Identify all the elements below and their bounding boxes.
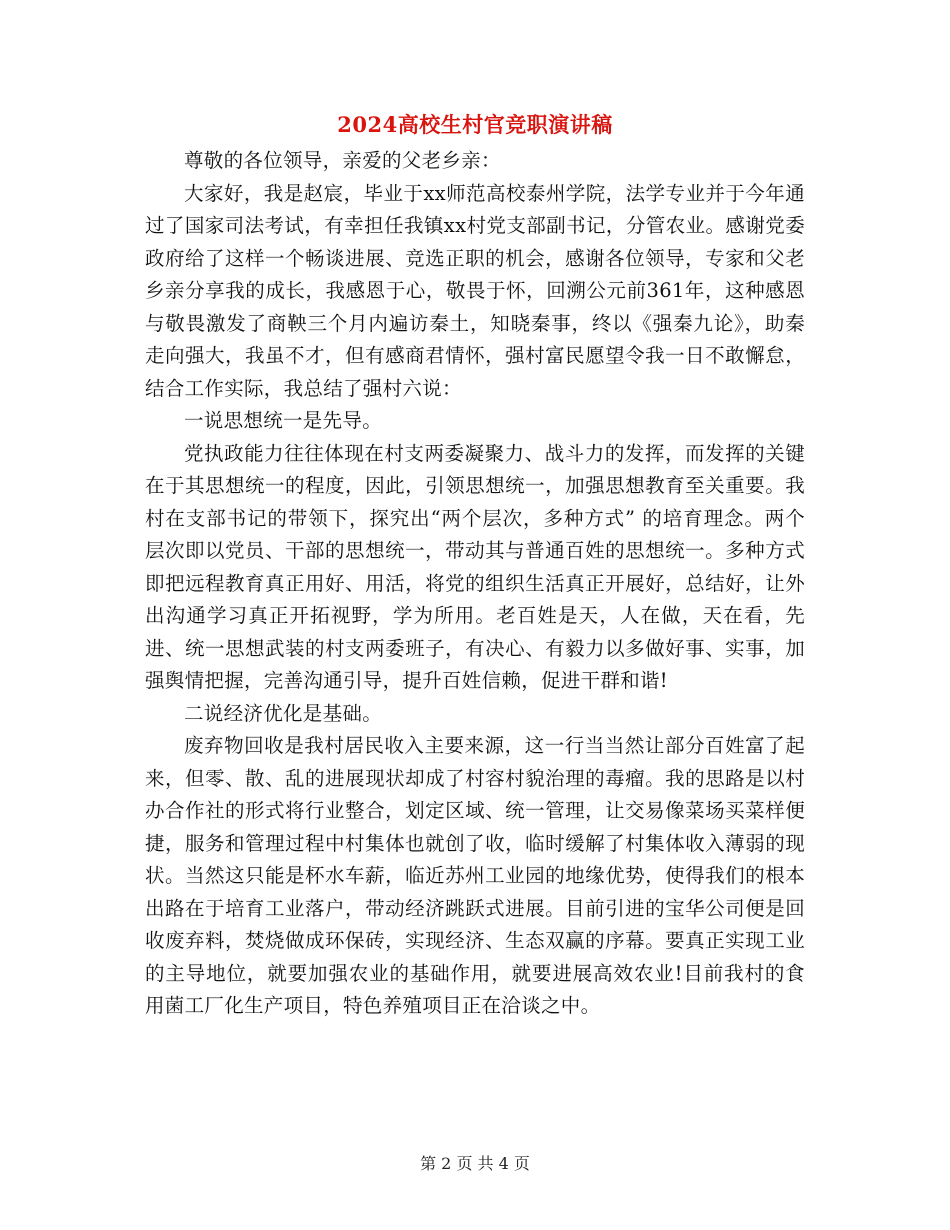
section-heading-2: 二说经济优化是基础。: [184, 701, 383, 725]
document-title: 2024高校生村官竞职演讲稿: [337, 112, 613, 137]
section-heading-1: 一说思想统一是先导。: [184, 409, 383, 432]
page-number-footer: 第 2 页 共 4 页: [420, 1154, 530, 1173]
document-body: [145, 145, 805, 1023]
intro-paragraph: 大家好，我是赵宸，毕业于xx师范高校泰州学院，法学专业并于今年通过了国家司法考试，有幸担任我镇xx村党支部副书记，分管农业。感谢党委政府给了这样一个畅谈进展、竞选正职的机会，感谢各位领导，专家和父老乡亲分享我的成长，我感恩于心，敬畏于怀，回溯公元前361年，这种感恩与敬畏激发了商鞅三个月内遍访秦土，知晓秦事，终以《强秦九论》，助秦走向强大，我虽不才，但有感商君情怀，强村富民愿望令我一日不敢懈怠，结合工作实际，我总结了强村六说：: [145, 181, 805, 400]
salutation-paragraph: 尊敬的各位领导，亲爱的父老乡亲：: [184, 149, 501, 172]
section-2-paragraph: 废弃物回收是我村居民收入主要来源，这一行当当然让部分百姓富了起来，但零、散、乱的进展现状却成了村容村貌治理的毒瘤。我的思路是以村办合作社的形式将行业整合，划定区域、统一管理，让交易像菜场买菜样便捷，服务和管理过程中村集体也就创了收，临时缓解了村集体收入薄弱的现状。当然这只能是杯水车薪，临近苏州工业园的地缘优势，使得我们的根本出路在于培育工业落户，带动经济跳跃式进展。目前引进的宝华公司便是回收废弃料，焚烧做成环保砖，实现经济、生态双赢的序幕。要真正实现工业的主导地位，就要加强农业的基础作用，就要进展高效农业!目前我村的食用菌工厂化生产项目，特色养殖项目正在洽谈之中。: [145, 734, 805, 1017]
section-1-paragraph: 党执政能力往往体现在村支两委凝聚力、战斗力的发挥，而发挥的关键在于其思想统一的程度，因此，引领思想统一，加强思想教育至关重要。我村在支部书记的带领下，探究出“两个层次，多种方式” 的培育理念。两个层次即以党员、干部的思想统一，带动其与普通百姓的思想统一。多种方式即把远程教育真正用好、用活，将党的组织生活真正开展好，总结好，让外出沟通学习真正开拓视野，学为所用。老百姓是天，人在做，天在看，先进、统一思想武装的村支两委班子，有决心、有毅力以多做好事、实事，加强舆情把握，完善沟通引导，提升百姓信赖，促进干群和谐!: [145, 441, 805, 692]
